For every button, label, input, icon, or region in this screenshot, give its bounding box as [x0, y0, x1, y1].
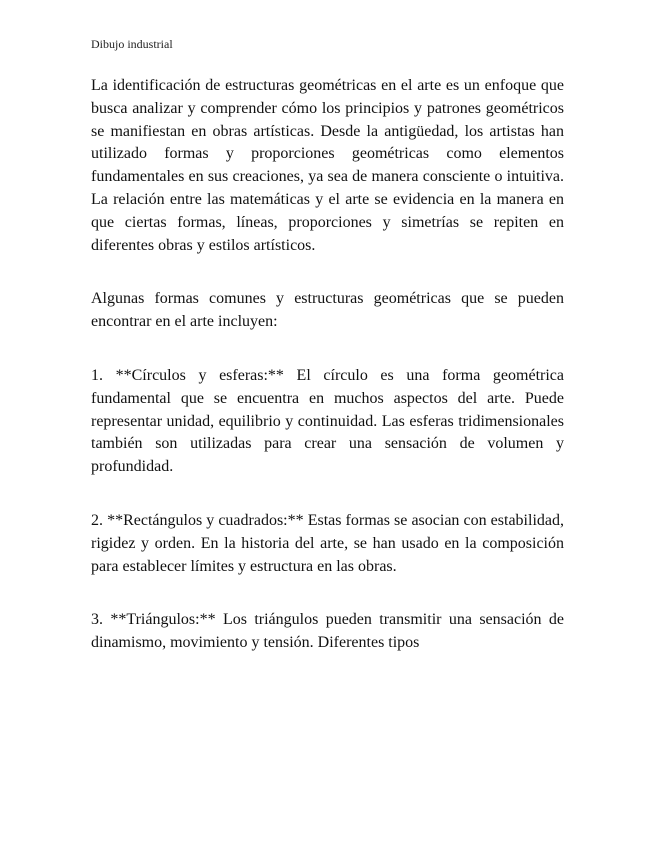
- paragraph-spacer: [91, 334, 564, 365]
- page-header: Dibujo industrial: [91, 37, 173, 51]
- intro-paragraph: La identificación de estructuras geométricas en el arte es un enfoque que busca analizar y comprender cómo los principios y patrones geométricos se manifiestan en obras artísticas. Desde la antigüedad, los artistas han utilizado formas y proporciones geométricas como elementos fundamentales en sus creaciones, ya sea de manera consciente o intuitiva. La relación entre las matemáticas y el arte se evidencia en la manera en que ciertas formas, líneas, proporciones y simetrías se repiten en diferentes obras y estilos artísticos.: [91, 77, 564, 254]
- list-item-triangles: 3. **Triángulos:** Los triángulos pueden transmitir una sensación de dinamismo, movimiento y tensión. Diferentes tipos: [91, 611, 564, 652]
- list-item-circles: 1. **Círculos y esferas:** El círculo es una forma geométrica fundamental que se encuentra en muchos aspectos del arte. Puede representar unidad, equilibrio y continuidad. Las esferas tridimensionales también son utilizadas para crear una sensación de volumen y profundidad.: [91, 366, 564, 476]
- paragraph-spacer: [91, 479, 564, 510]
- paragraph-spacer: [91, 578, 564, 609]
- paragraph-spacer: [91, 257, 564, 288]
- document-body: [91, 75, 564, 655]
- list-item-rectangles: 2. **Rectángulos y cuadrados:** Estas formas se asocian con estabilidad, rigidez y orden. En la historia del arte, se han usado en la composición para establecer límites y estructura en las obras.: [91, 511, 564, 575]
- list-intro-paragraph: Algunas formas comunes y estructuras geométricas que se pueden encontrar en el arte incluyen:: [91, 290, 564, 331]
